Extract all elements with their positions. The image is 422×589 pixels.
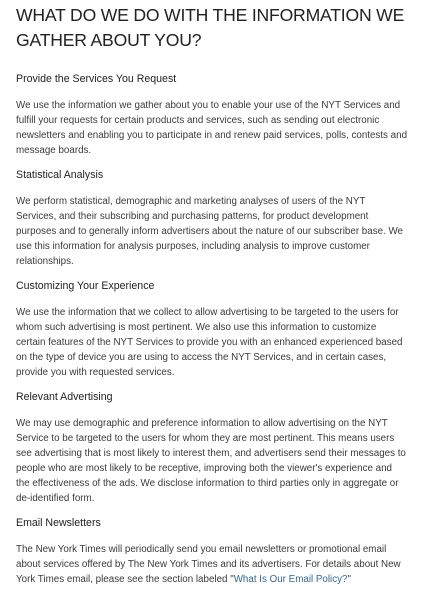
email-newsletters-text: The New York Times will periodically send you email newsletters or promotional email about services offered by The New York Times and its advertisers. For details about New York Times email, please see the section labeled " (16, 544, 401, 585)
section-body-relevant-advertising: We may use demographic and preference information to allow advertising on the NYT Service to be targeted to the users for whom they are most pertinent. This means users see advertising that is most likely to interest them, and advertisers send their messages to people who are most likely to be receptive, improving both the viewer's experience and the effectiveness of the ads. We disclose information to third parties only in aggregate or de-identified form. (16, 418, 406, 504)
section-heading-customizing-experience: Customizing Your Experience (16, 280, 155, 292)
section-body-customizing-experience: We use the information that we collect to allow advertising to be targeted to the users for whom such advertising is most pertinent. We also use this information to customize certain features of the NYT Services to provide you with an enhanced experienced based on the type of device you are using to access the NYT Services, and in certain cases, provide you with requested services. (16, 307, 403, 378)
section-body-provide-services: We use the information we gather about you to enable your use of the NYT Services and fulfill your requests for certain products and services, such as sending out electronic newsletters and enabling you to participate in and renew paid services, polls, contests and message boards. (16, 100, 408, 156)
section-heading-relevant-advertising: Relevant Advertising (16, 391, 113, 403)
section-body-email-newsletters (16, 542, 408, 587)
section-heading-provide-services: Provide the Services You Request (16, 73, 177, 85)
section-body-statistical-analysis: We perform statistical, demographic and marketing analyses of users of the NYT Services, and their subscribing and purchasing patterns, for product development purposes and to generally inform advertisers about the nature of our subscriber base. We use this information for analysis purposes, including analysis to improve customer relationships. (16, 196, 404, 267)
email-policy-link[interactable]: What Is Our Email Policy? (233, 574, 348, 585)
section-heading-statistical-analysis: Statistical Analysis (16, 169, 104, 181)
section-heading-email-newsletters: Email Newsletters (16, 517, 101, 529)
page-title: WHAT DO WE DO WITH THE INFORMATION WE GATHER ABOUT YOU? (16, 5, 405, 50)
email-newsletters-closing-quote: " (347, 574, 351, 585)
